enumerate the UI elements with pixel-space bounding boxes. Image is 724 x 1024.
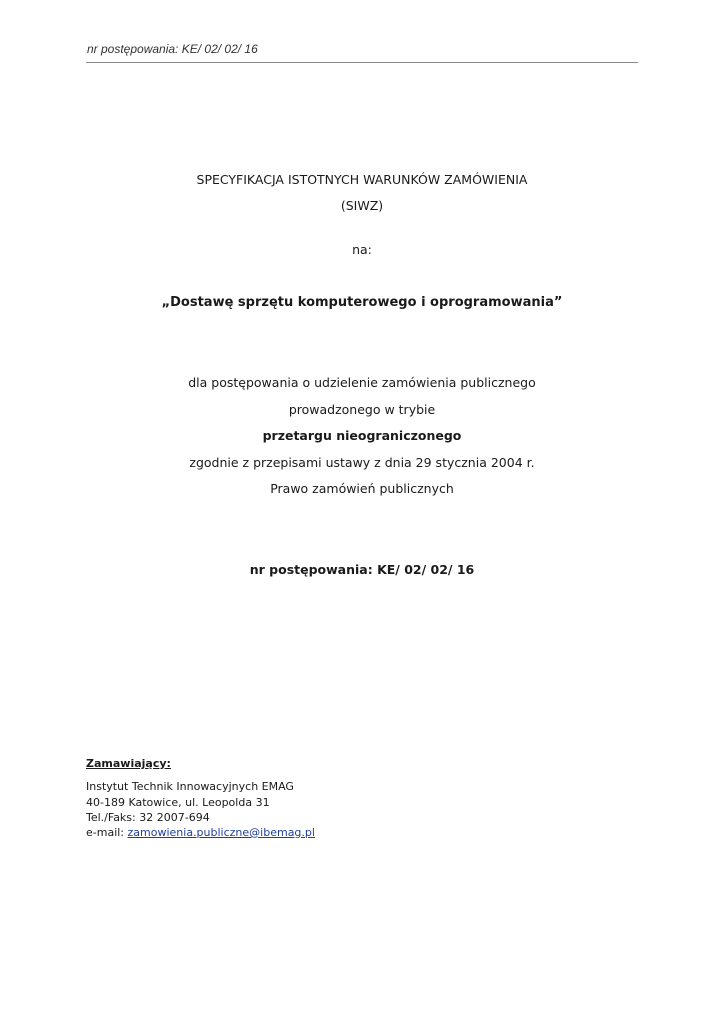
contracting-authority-heading: Zamawiający:	[86, 757, 171, 770]
email-link[interactable]: zamowienia.publiczne@ibemag.pl	[127, 826, 315, 839]
authority-address: 40-189 Katowice, ul. Leopolda 31	[86, 796, 270, 809]
procedure-law-name: Prawo zamówień publicznych	[270, 481, 454, 496]
email-label: e-mail:	[86, 826, 128, 839]
document-abbreviation: (SIWZ)	[340, 198, 384, 213]
title-preposition: na:	[352, 242, 372, 257]
procedure-mode: przetargu nieograniczonego	[262, 428, 462, 443]
authority-name: Instytut Technik Innowacyjnych EMAG	[86, 780, 294, 793]
header-divider	[86, 62, 638, 63]
authority-email-line	[86, 826, 315, 839]
header-case-number: nr postępowania: KE/ 02/ 02/ 16	[87, 42, 258, 56]
order-subject: „Dostawę sprzętu komputerowego i oprogramowania”	[161, 295, 563, 310]
document-title: SPECYFIKACJA ISTOTNYCH WARUNKÓW ZAMÓWIENIA	[196, 172, 528, 187]
procedure-line-1: dla postępowania o udzielenie zamówienia publicznego	[188, 375, 536, 390]
procedure-law-reference: zgodnie z przepisami ustawy z dnia 29 stycznia 2004 r.	[189, 455, 535, 470]
procedure-line-2: prowadzonego w trybie	[288, 402, 436, 417]
case-number: nr postępowania: KE/ 02/ 02/ 16	[249, 562, 475, 577]
authority-phone: Tel./Faks: 32 2007-694	[86, 811, 210, 824]
